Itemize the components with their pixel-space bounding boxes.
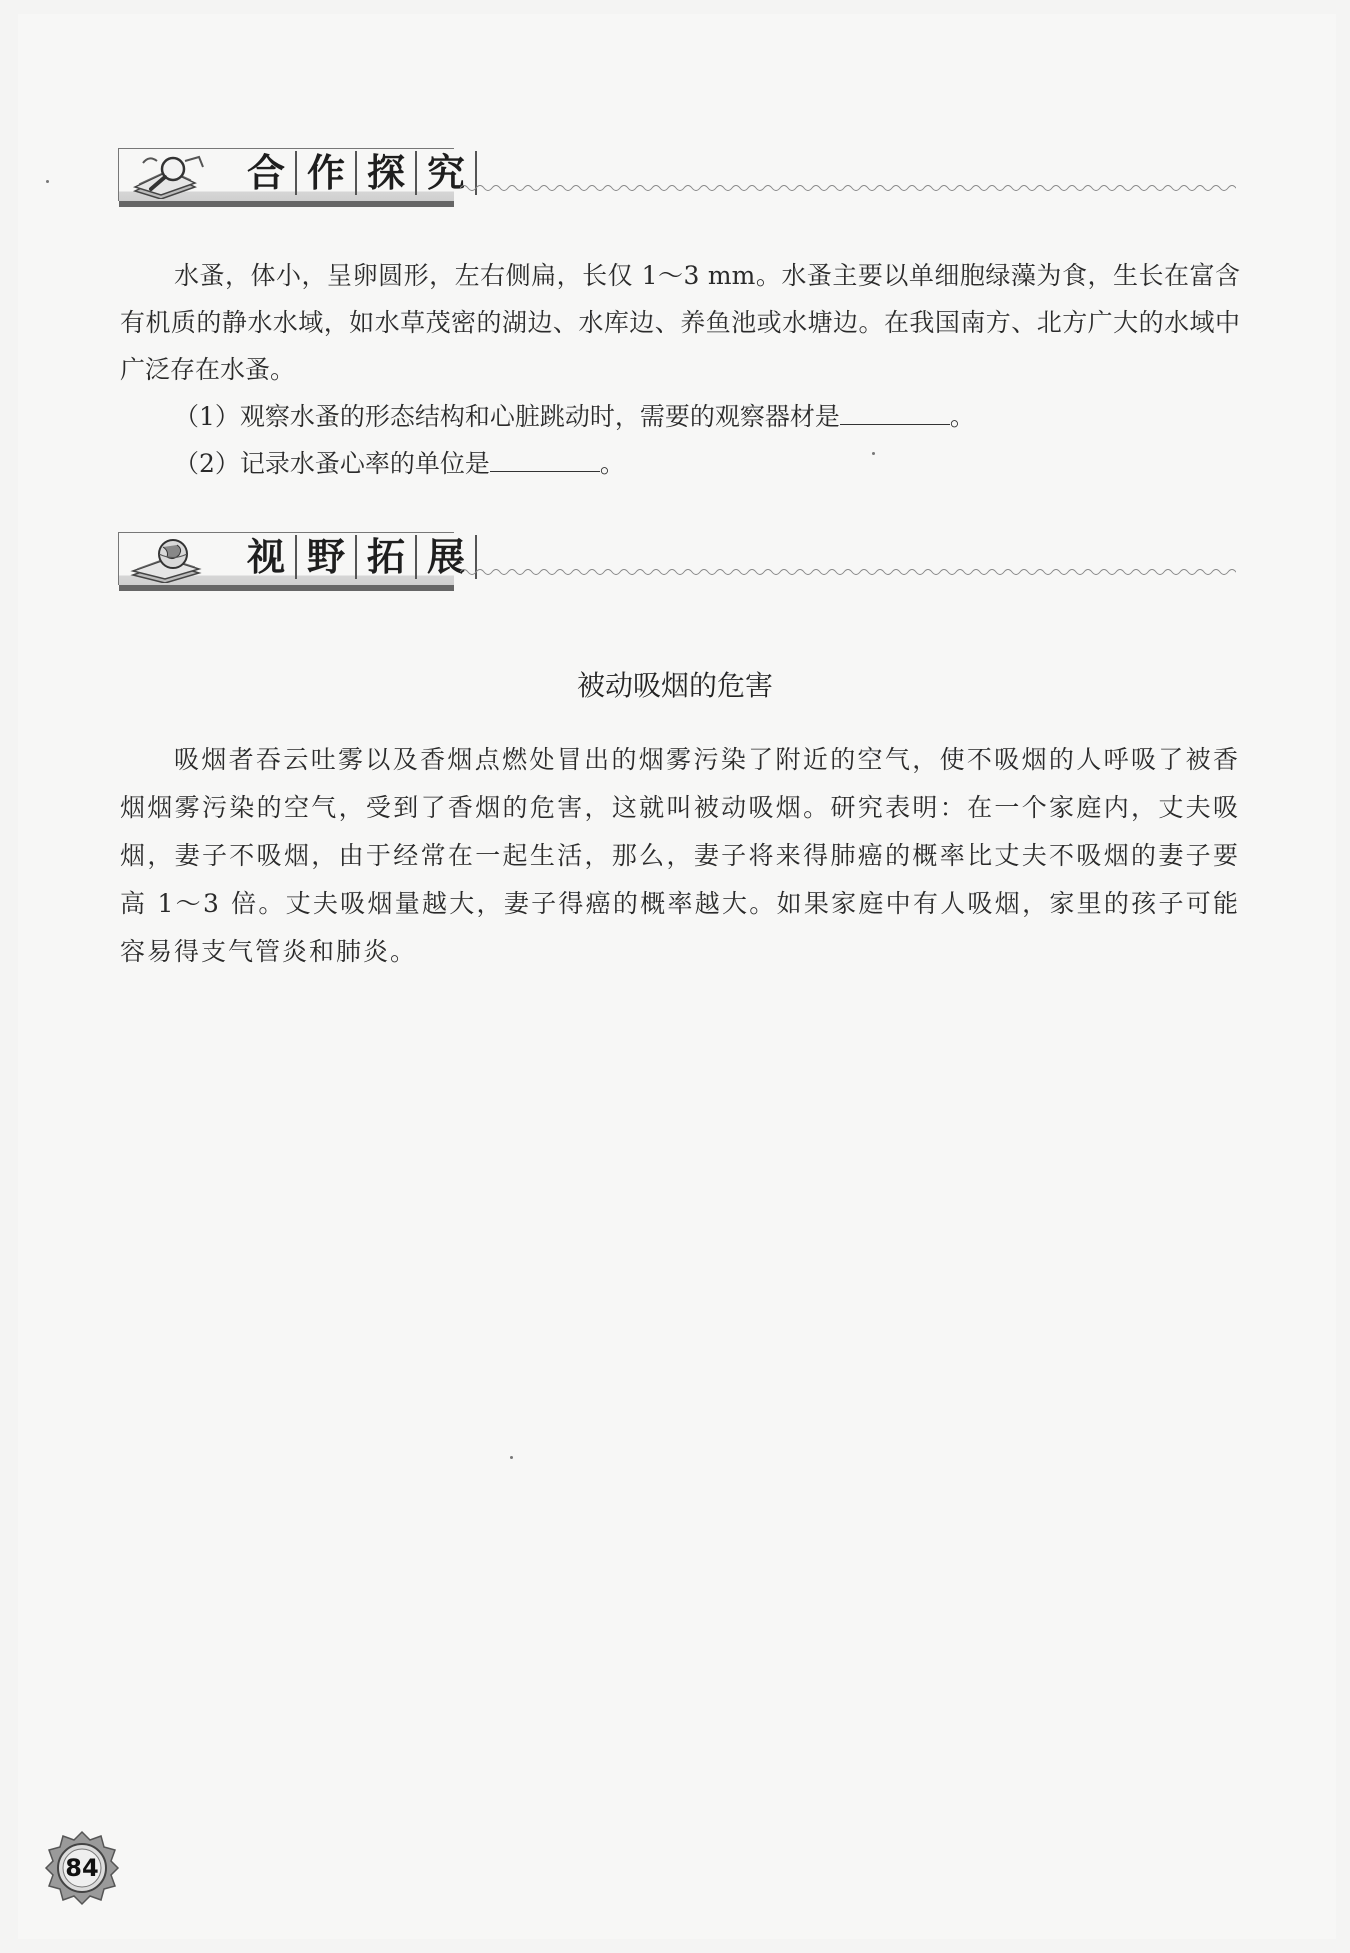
section-title xyxy=(237,151,477,195)
article-paragraph: 吸烟者吞云吐雾以及香烟点燃处冒出的烟雾污染了附近的空气，使不吸烟的人呼吸了被香烟烟雾污染的空气，受到了香烟的危害，这就叫被动吸烟。研究表明：在一个家庭内，丈夫吸烟，妻子不吸烟，由于经常在一起生活，那么，妻子将来得肺癌的概率比丈夫不吸烟的妻子要高 1～3 倍。丈夫吸烟量越大，妻子得癌的概率越大。如果家庭中有人吸烟，家里的孩子可能容易得支气管炎和肺炎。 xyxy=(120,745,1240,966)
section-header-horizon xyxy=(118,532,1236,588)
question-2-text: （2）记录水蚤心率的单位是 xyxy=(174,449,490,478)
section-header-box xyxy=(118,148,466,201)
title-char: 展 xyxy=(417,535,477,579)
title-char: 作 xyxy=(297,151,357,195)
intro-paragraph: 水蚤，体小，呈卵圆形，左右侧扁，长仅 1～3 mm。水蚤主要以单细胞绿藻为食，生长在富含有机质的静水水域，如水草茂密的湖边、水库边、养鱼池或水塘边。在我国南方、北方广大的水域中广泛存在水蚤。 xyxy=(120,261,1240,384)
question-1-end: 。 xyxy=(949,402,975,431)
scan-speck xyxy=(510,1456,513,1459)
wavy-divider xyxy=(460,566,1236,578)
answer-blank-2[interactable] xyxy=(490,441,600,472)
wavy-divider xyxy=(460,182,1236,194)
question-2-end: 。 xyxy=(599,449,625,478)
article-title: 被动吸烟的危害 xyxy=(576,669,773,702)
title-char: 拓 xyxy=(357,535,417,579)
section-title xyxy=(237,535,477,579)
scan-speck xyxy=(46,180,49,183)
cooperation-text xyxy=(120,252,1240,487)
scan-speck xyxy=(872,452,875,455)
section-header-box xyxy=(118,532,466,585)
article-body xyxy=(120,736,1240,976)
globe-book-icon xyxy=(129,537,207,583)
answer-blank-1[interactable] xyxy=(840,394,950,425)
question-1 xyxy=(120,393,1240,440)
question-2 xyxy=(120,440,1240,487)
title-char: 探 xyxy=(357,151,417,195)
title-char: 合 xyxy=(237,151,297,195)
title-char: 究 xyxy=(417,151,477,195)
page-number: 84 xyxy=(65,1854,99,1882)
section-header-cooperation xyxy=(118,148,1236,204)
title-char: 视 xyxy=(237,535,297,579)
question-1-text: （1）观察水蚤的形态结构和心脏跳动时，需要的观察器材是 xyxy=(174,402,840,431)
title-char: 野 xyxy=(297,535,357,579)
magnifier-book-icon xyxy=(129,153,207,199)
